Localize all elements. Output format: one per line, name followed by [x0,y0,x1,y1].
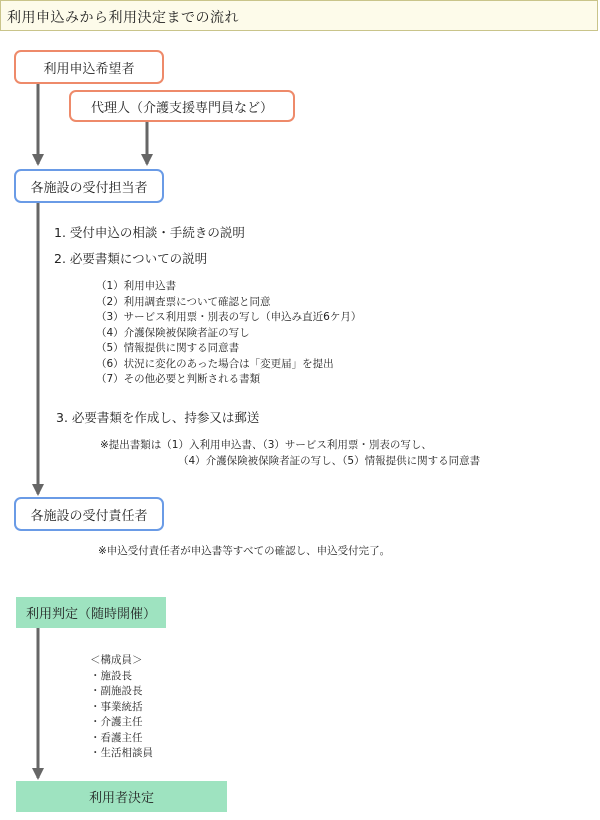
list-item: （4）介護保険被保険者証の写し [96,326,250,339]
list-item: ・施設長 [90,669,132,682]
list-item: （1）利用申込書 [96,280,177,292]
members-list [90,652,153,761]
list-item: ・生活相談員 [90,747,153,759]
node-decision [16,781,227,812]
list-item: （7）その他必要と判断される書類 [96,373,261,385]
submission-note-line-1: ※提出書類は（1）入利用申込書、（3）サービス利用票・別表の写し、 [100,439,432,451]
arrowhead-applicant [32,154,44,166]
node-decision-label: 利用者決定 [88,791,154,806]
list-item: （3）サービス利用票・別表の写し（申込み直近6ケ月） [96,311,362,323]
node-facility-staff [14,169,164,203]
list-item: ・事業統括 [90,700,143,713]
node-judgment-label: 利用判定（随時開催） [25,607,156,622]
arrowhead-manager [32,484,44,496]
list-item: ・介護主任 [90,716,143,728]
node-agent-label: 代理人（介護支援専門員など） [90,100,273,116]
node-facility-staff-label: 各施設の受付担当者 [30,180,148,196]
list-item: （2）利用調査票について確認と同意 [96,295,271,308]
arrowhead-decision [32,768,44,780]
step-3: 3. 必要書類を作成し、持参又は郵送 [56,410,260,425]
node-facility-manager-label: 各施設の受付責任者 [30,508,148,524]
node-applicant-label: 利用申込希望者 [43,61,135,77]
list-item: ・看護主任 [90,731,143,744]
list-item: （6）状況に変化のあった場合は「変更届」を提出 [96,357,334,370]
page-title: 利用申込みから利用決定までの流れ [7,10,239,26]
list-item: ・副施設長 [90,685,143,697]
members-title: ＜構成員＞ [90,654,143,666]
arrowhead-agent [141,154,153,166]
node-agent [69,90,295,122]
node-judgment [16,597,166,628]
step-1: 1. 受付申込の相談・手続きの説明 [54,225,245,240]
manager-note: ※申込受付責任者が申込書等すべての確認し、申込受付完了。 [98,545,391,557]
list-item: （5）情報提供に関する同意書 [96,342,240,354]
node-applicant [14,50,164,84]
step-2: 2. 必要書類についての説明 [54,251,208,266]
submission-note-line-2: （4）介護保険被保険者証の写し、（5）情報提供に関する同意書 [178,455,481,467]
node-facility-manager [14,497,164,531]
documents-list [96,278,361,387]
